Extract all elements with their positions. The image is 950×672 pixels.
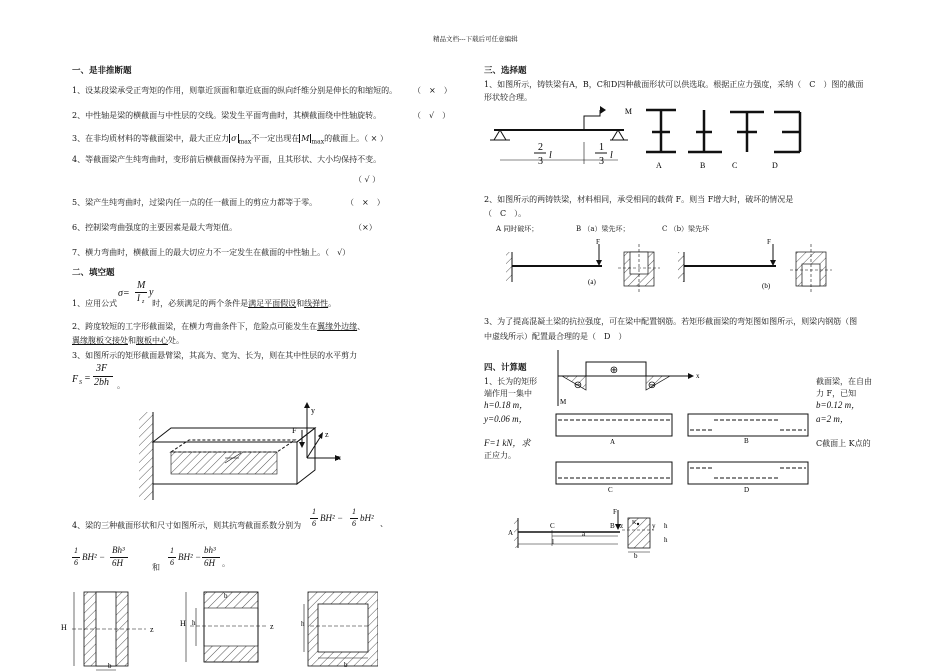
q1-3-m: M xyxy=(301,134,310,143)
q3-1-line1: 1、如图所示，铸铁梁有A，B，C和D四种截面形状可以供选取。根据正应力强度，采纳（ C ）图的截面 xyxy=(484,80,864,89)
q2-2-line2: 翼缘腹板交接处和腹板中心处。 xyxy=(72,336,184,345)
axis-x-label: x xyxy=(337,453,341,462)
q3-2-option-c: C （b）梁先坏 xyxy=(662,225,710,233)
svg-text:a: a xyxy=(582,530,586,538)
q1-4-text: 4、等截面梁产生纯弯曲时，变形前后横截面保持为平面，且其形状、大小均保持不变。 xyxy=(72,155,382,164)
svg-text:h: h xyxy=(192,619,196,627)
q1-3-sigma: σ xyxy=(231,134,237,143)
three-sections-figure xyxy=(58,588,378,672)
q2-3-text: 3、如图所示的矩形截面悬臂梁，其高为、宽为、长为，则在其中性层的水平剪力 xyxy=(72,351,358,360)
svg-text:z: z xyxy=(270,622,274,631)
svg-text:3: 3 xyxy=(538,156,543,166)
q1-1-answer: （ × ） xyxy=(413,86,452,95)
svg-text:⊕: ⊕ xyxy=(609,365,619,376)
svg-text:h: h xyxy=(301,620,305,628)
svg-text:C: C xyxy=(550,522,555,530)
q4-1-b: b=0.12 m， xyxy=(816,400,861,410)
q4-1-r2: 力 F，已知 xyxy=(816,389,857,398)
answer-plane-assumption: 满足平面假设 xyxy=(248,299,297,308)
svg-text:b: b xyxy=(634,552,638,560)
svg-text:h: h xyxy=(664,522,668,530)
section-1-title: 一、是非推断题 xyxy=(72,66,132,76)
q4-1-r3: C截面上 K点的 xyxy=(816,439,871,448)
rebar-options-figure xyxy=(554,412,814,494)
svg-text:D: D xyxy=(772,161,778,170)
svg-text:1: 1 xyxy=(599,142,604,153)
cantilever-3d-figure xyxy=(125,400,355,502)
svg-text:⊖: ⊖ xyxy=(573,380,583,391)
formula-w1: 1 6 BH² − 1 6 bH² 、 xyxy=(312,507,388,528)
q4-1-f: F=1 kN，求 xyxy=(484,438,531,448)
q3-3-line1: 3、为了提高混凝土梁的抗拉强度，可在梁中配置钢筋。若矩形截面梁的弯矩图如图所示，则梁内钢筋（图 xyxy=(484,317,858,326)
svg-text:(b): (b) xyxy=(762,282,771,290)
q4-1-stress: 正应力。 xyxy=(484,451,516,460)
svg-text:l: l xyxy=(549,150,552,161)
svg-text:l: l xyxy=(610,150,613,161)
svg-text:F: F xyxy=(767,238,771,246)
q3-2-option-a: A 同时破坏； xyxy=(496,225,539,233)
q1-3-sub: max xyxy=(238,138,252,146)
svg-text:b: b xyxy=(224,592,228,600)
q3-2-option-b: B （a）梁先坏； xyxy=(576,225,630,233)
section-options-figure xyxy=(640,104,810,170)
svg-text:B: B xyxy=(744,437,749,445)
q1-1-text: 1、设某段梁承受正弯矩的作用，则靠近顶面和靠近底面的纵向纤维分别是伸长的和缩短的。 xyxy=(72,86,398,95)
svg-text:(a): (a) xyxy=(588,278,596,286)
q1-3-mid: 不一定出现在 xyxy=(251,134,300,143)
q1-3-text: 3、在非均质材料的等截面梁中，最大正应力 xyxy=(72,134,230,143)
svg-text:B: B xyxy=(610,522,615,530)
svg-text:F: F xyxy=(596,238,600,246)
svg-text:H: H xyxy=(61,623,67,632)
q4-1-l1: 1、长为的矩形 xyxy=(484,377,538,386)
q1-4-answer: （ √ ） xyxy=(354,175,381,184)
svg-text:x: x xyxy=(696,372,700,380)
q1-3-line xyxy=(72,133,388,148)
q4-1-y: y=0.06 m， xyxy=(484,414,528,424)
two-cantilever-figure xyxy=(506,238,856,298)
q1-3-end: 的截面上。（ × ） xyxy=(324,134,388,143)
svg-text:M: M xyxy=(624,107,632,116)
moment-diagram xyxy=(552,350,712,408)
q2-4-text: 4、梁的三种截面形状和尺寸如图所示，则其抗弯截面系数分别为 xyxy=(72,521,302,530)
svg-text:B: B xyxy=(700,161,706,170)
q3-3-line2: 中虚线所示）配置最合理的是（ D ） xyxy=(484,332,627,341)
svg-text:z: z xyxy=(620,522,624,530)
q1-7-text: 7、横力弯曲时，横截面上的最大切应力不一定发生在截面的中性轴上。（ √） xyxy=(72,248,351,257)
q3-2-line2: （ C ）。 xyxy=(484,209,527,218)
svg-text:⊖: ⊖ xyxy=(647,380,657,391)
q2-2-line1: 2、跨度较短的工字形截面梁，在横力弯曲条件下，危险点可能发生在翼缘外边缘、 xyxy=(72,322,366,331)
section-3-title: 三、选择题 xyxy=(484,66,527,76)
svg-text:l: l xyxy=(552,538,554,546)
svg-text:F: F xyxy=(613,508,617,516)
q4-1-a: a=2 m， xyxy=(816,414,849,424)
svg-text:A: A xyxy=(656,161,662,170)
q1-6-text: 6、控制梁弯曲强度的主要因素是最大弯矩值。 xyxy=(72,223,238,232)
svg-text:y: y xyxy=(652,522,656,530)
svg-text:C: C xyxy=(608,486,613,494)
svg-text:h: h xyxy=(664,536,668,544)
beam-moment-figure xyxy=(486,102,636,166)
svg-text:3: 3 xyxy=(599,156,604,166)
svg-text:z: z xyxy=(150,625,154,634)
section-2-title: 二、填空题 xyxy=(72,268,115,278)
answer-linear-elastic: 线弹性 xyxy=(304,299,329,308)
svg-text:K: K xyxy=(632,520,637,526)
q2-1-line: 1、应用公式 时，必须满足的两个条件是满足平面假设和线弹性。 xyxy=(72,299,337,308)
page-header: 精品文档---下载后可任意编辑 xyxy=(433,35,518,43)
q1-5-text: 5、梁产生纯弯曲时，过梁内任一点的任一截面上的剪应力都等于零。 xyxy=(72,198,318,207)
q1-5-answer: （ × ） xyxy=(346,198,385,207)
axis-z-label: z xyxy=(325,430,329,439)
formula-w3: 1 6 BH² − bh³ 6H 。 xyxy=(170,545,230,568)
svg-text:b: b xyxy=(108,662,112,670)
q1-2-text: 2、中性轴是梁的横截面与中性层的交线。梁发生平面弯曲时，其横截面绕中性轴旋转。 xyxy=(72,111,382,120)
svg-text:C: C xyxy=(732,161,738,170)
svg-text:M: M xyxy=(560,398,567,406)
svg-text:A: A xyxy=(508,529,514,537)
q3-2-line1: 2、如图所示的两铸铁梁，材料相同，承受相同的载荷 F。则当 F增大时，破坏的情况是 xyxy=(484,195,794,204)
q4-1-l2: 端作用一集中 xyxy=(484,389,532,398)
q2-4-and: 和 xyxy=(152,563,160,572)
q1-2-answer: （ √ ） xyxy=(413,111,451,120)
q1-6-answer: （×） xyxy=(354,223,377,232)
force-f-label: F xyxy=(292,426,297,435)
q3-1-line2: 形状较合理。 xyxy=(484,93,532,102)
formula-fs: F S = 3F 2bh 。 xyxy=(72,363,125,390)
formula-w2: 1 6 BH² − Bh³ 6H xyxy=(72,544,132,574)
svg-text:b: b xyxy=(344,661,348,669)
q4-1-r1: 截面梁，在自由 xyxy=(816,377,872,386)
q1-3-sub2: max xyxy=(311,138,325,146)
svg-text:A: A xyxy=(610,438,616,446)
axis-y-label: y xyxy=(311,406,315,415)
svg-text:D: D xyxy=(744,486,750,494)
svg-text:H: H xyxy=(180,619,186,628)
svg-text:2: 2 xyxy=(538,142,543,153)
q4-1-h: h=0.18 m， xyxy=(484,400,529,410)
section-4-title: 四、计算题 xyxy=(484,363,527,373)
calc-beam-figure xyxy=(506,506,686,566)
